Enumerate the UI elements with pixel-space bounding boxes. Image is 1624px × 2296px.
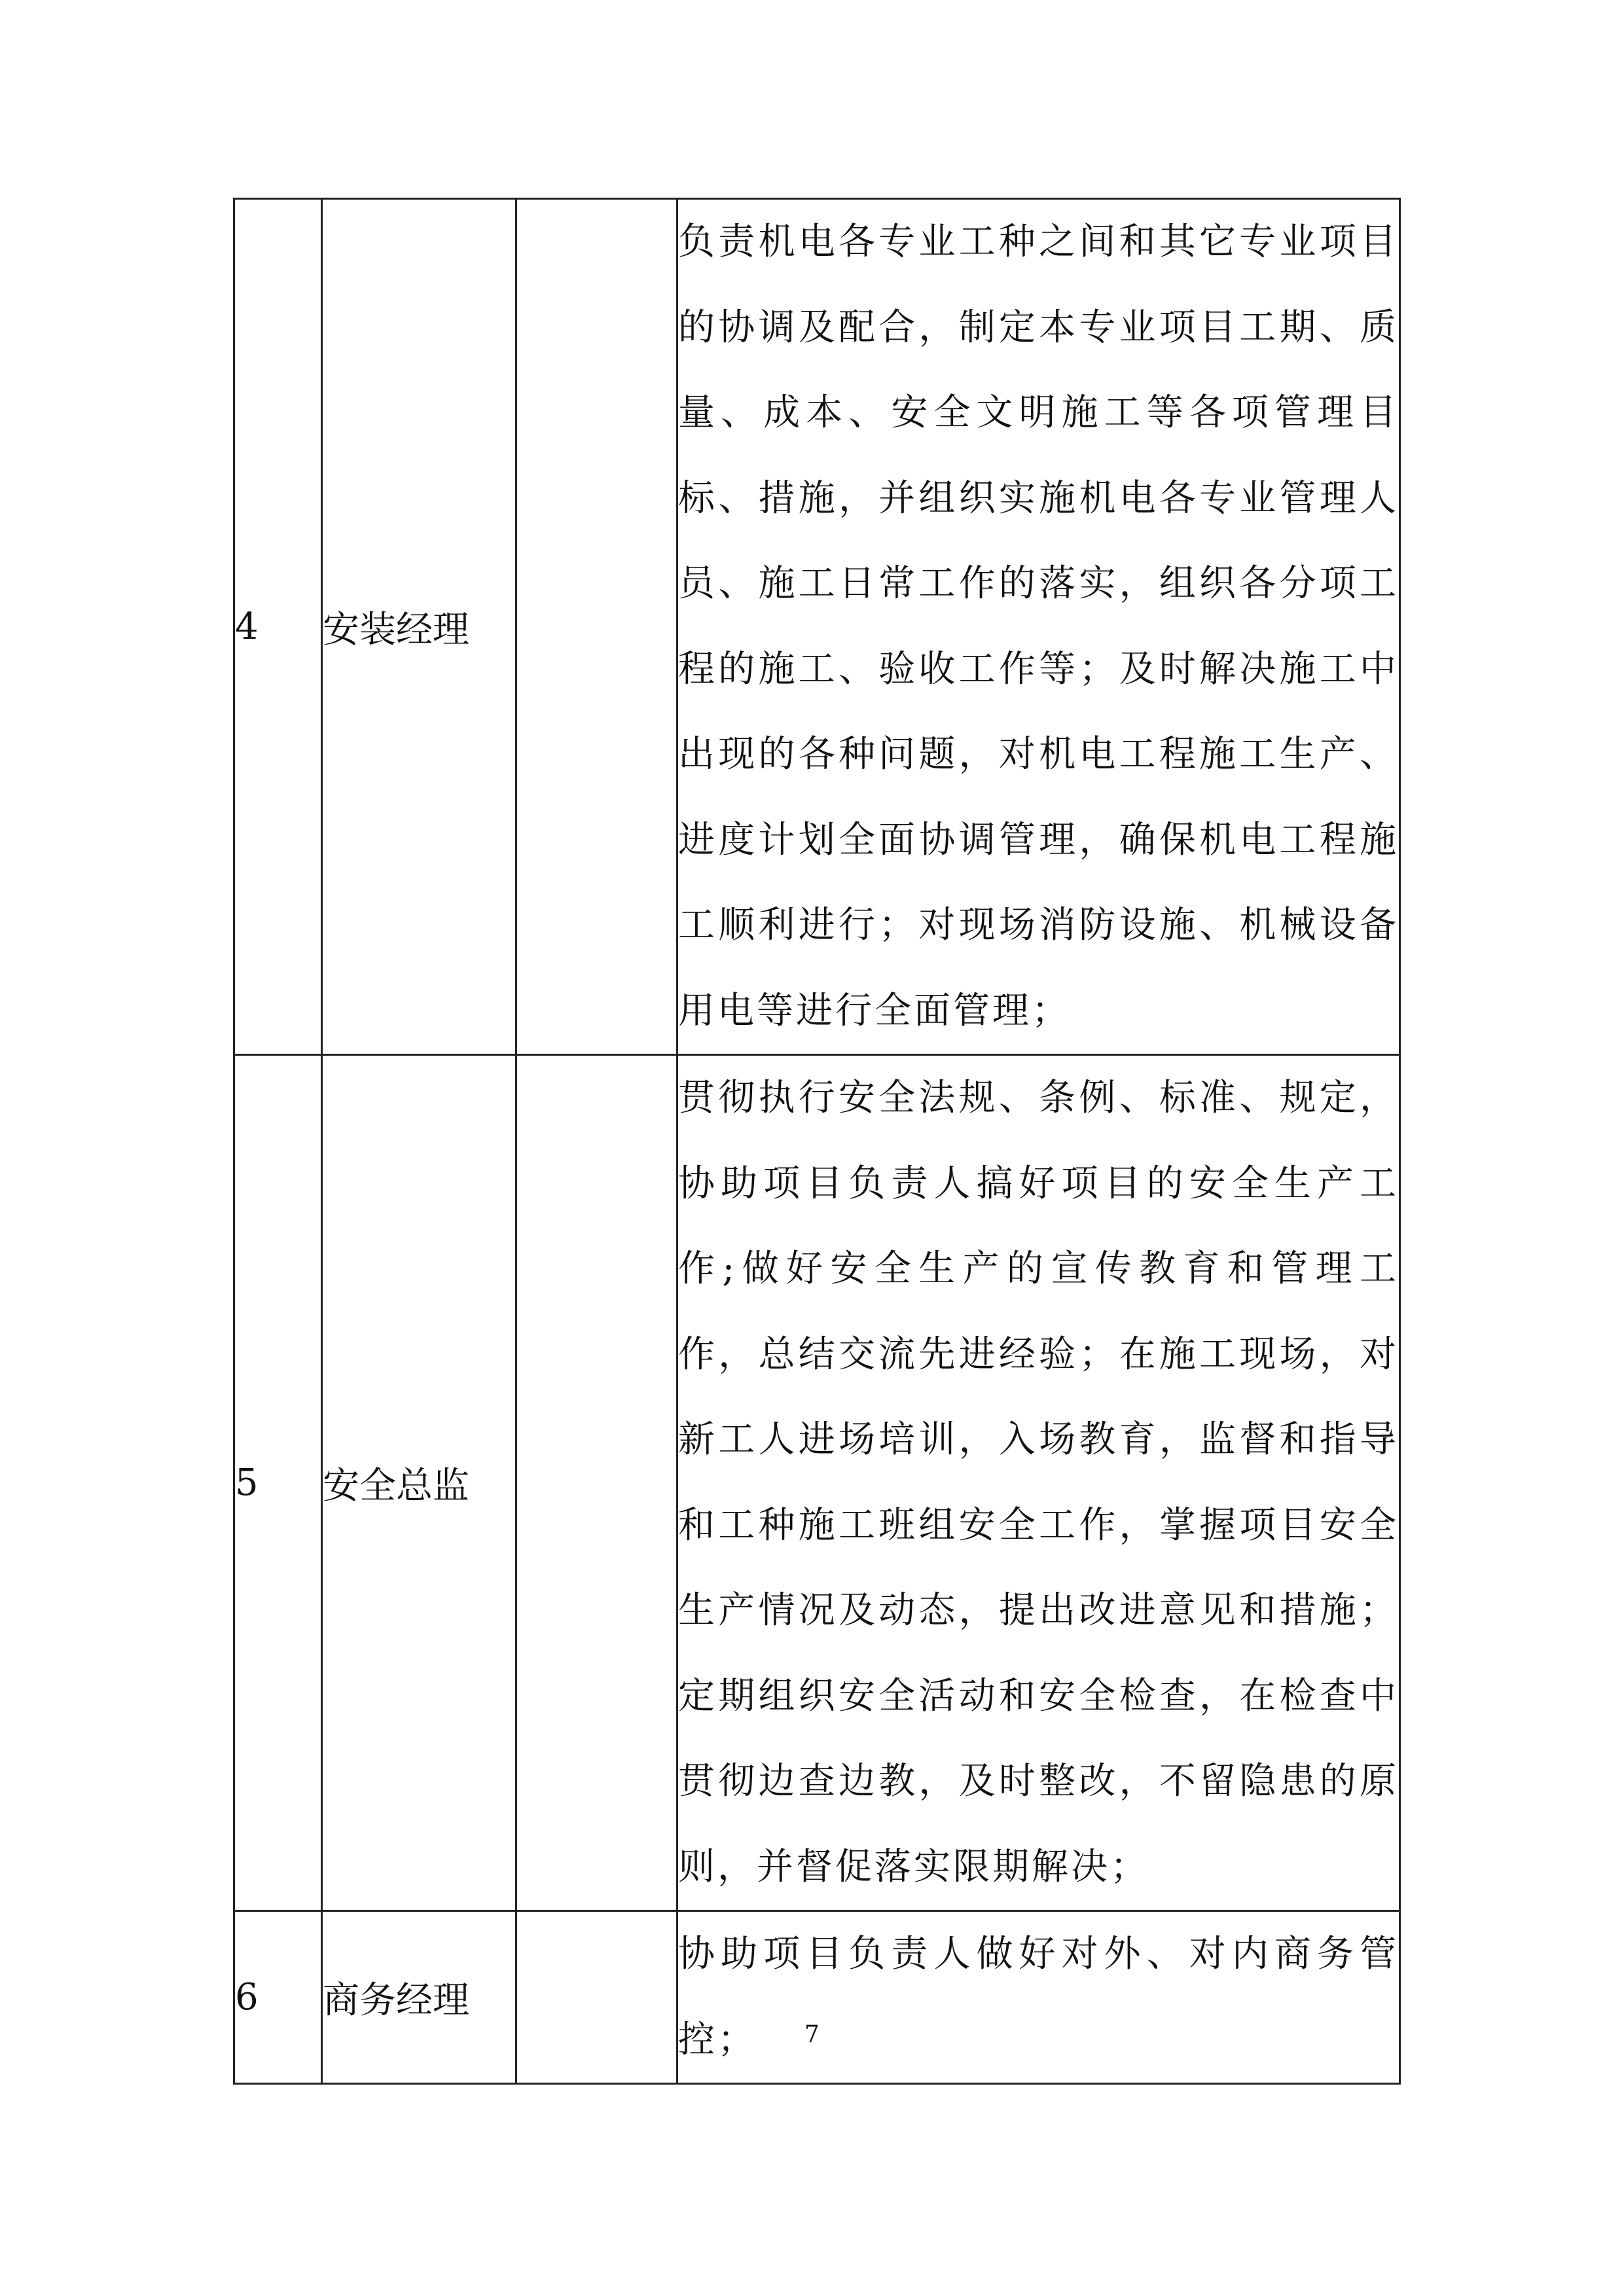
page-number: 7	[804, 2021, 820, 2048]
duty-description: 贯彻执行安全法规、条例、标准、规定，协助项目负责人搞好项目的安全生产工作;做好安全生产的宣传教育和管理工作，总结交流先进经验；在施工现场，对新工人进场培训，入场教育，监督和指导和工种施工班组安全工作，掌握项目安全生产情况及动态，提出改进意见和措施；定期组织安全活动和安全检查，在检查中贯彻边查边教，及时整改，不留隐患的原则，并督促落实限期解决；	[678, 1077, 1399, 1888]
table-row	[234, 199, 1400, 1055]
person-name	[516, 199, 677, 1055]
table-row	[234, 1055, 1400, 1911]
person-name	[516, 1911, 677, 2084]
duty-cell	[677, 1911, 1400, 2084]
row-number: 5	[234, 1055, 322, 1911]
person-name	[516, 1055, 677, 1911]
position-title: 安全总监	[322, 1055, 516, 1911]
duties-table	[233, 198, 1401, 2085]
duty-description: 协助项目负责人做好对外、对内商务管控；	[678, 1933, 1399, 2061]
position-title: 安装经理	[322, 199, 516, 1055]
table-row	[234, 1911, 1400, 2084]
duty-description: 负责机电各专业工种之间和其它专业项目的协调及配合，制定本专业项目工期、质量、成本、安全文明施工等各项管理目标、措施，并组织实施机电各专业管理人员、施工日常工作的落实，组织各分项工程的施工、验收工作等；及时解决施工中出现的各种问题，对机电工程施工生产、进度计划全面协调管理，确保机电工程施工顺利进行；对现场消防设施、机械设备用电等进行全面管理；	[678, 221, 1399, 1032]
position-title: 商务经理	[322, 1911, 516, 2084]
duty-cell	[677, 1055, 1400, 1911]
row-number: 4	[234, 199, 322, 1055]
duty-cell	[677, 199, 1400, 1055]
row-number: 6	[234, 1911, 322, 2084]
